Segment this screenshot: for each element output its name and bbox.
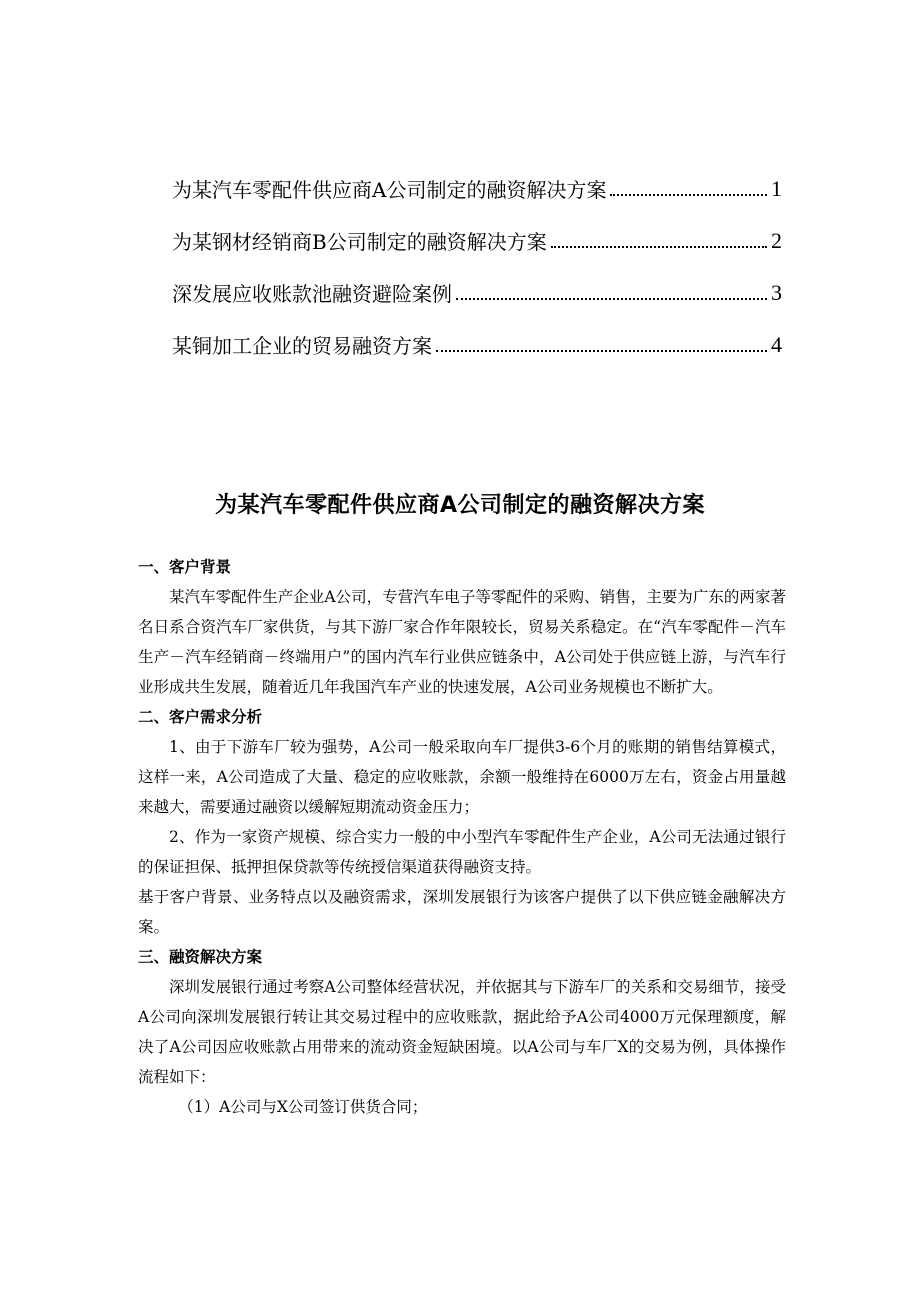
document-body [138,552,786,1122]
table-of-contents [172,150,782,358]
toc-entry-title: 某铜加工企业的贸易融资方案 [172,334,432,358]
section-financing-solution [138,942,786,1122]
toc-entry-receivables-pool[interactable] [172,254,782,306]
section-heading: 二、客户需求分析 [138,708,263,726]
toc-entry-b-company[interactable] [172,202,782,254]
toc-entry-copper-processing[interactable] [172,306,782,358]
paragraph: 1、由于下游车厂较为强势，A公司一般采取向车厂提供3-6个月的账期的销售结算模式，这样一来，A公司造成了大量、稳定的应收账款，余额一般维持在6000万左右，资金占用量越来越大，需要通过融资以缓解短期流动资金压力； [138,738,786,816]
section-heading: 一、客户背景 [138,558,232,576]
toc-entry-page-number: 3 [771,279,782,305]
toc-dot-leader [610,194,767,196]
section-heading: 三、融资解决方案 [138,948,263,966]
toc-entry-title: 为某汽车零配件供应商A公司制定的融资解决方案 [172,178,607,202]
toc-dot-leader [456,298,767,300]
toc-dot-leader [436,350,767,352]
toc-entry-page-number: 2 [771,227,782,253]
toc-entry-title: 为某钢材经销商B公司制定的融资解决方案 [172,230,547,254]
paragraph: 深圳发展银行通过考察A公司整体经营状况，并依据其与下游车厂的关系和交易细节，接受A公司向深圳发展银行转让其交易过程中的应收账款，据此给予A公司4000万元保理额度，解决了A公司因应收账款占用带来的流动资金短缺困境。以A公司与车厂X的交易为例，具体操作流程如下： [138,978,786,1086]
paragraph: 某汽车零配件生产企业A公司，专营汽车电子等零配件的采购、销售，主要为广东的两家著名日系合资汽车厂家供货，与其下游厂家合作年限较长，贸易关系稳定。在“汽车零配件－汽车生产－汽车经销商－终端用户”的国内汽车行业供应链条中，A公司处于供应链上游，与汽车行业形成共生发展，随着近几年我国汽车产业的快速发展，A公司业务规模也不断扩大。 [138,588,786,696]
toc-entry-page-number: 1 [771,175,782,201]
document-title: 为某汽车零配件供应商A公司制定的融资解决方案 [214,493,706,518]
toc-entry-a-company[interactable] [172,150,782,202]
section-customer-needs [138,702,786,942]
section-customer-background [138,552,786,702]
toc-entry-page-number: 4 [771,331,782,357]
toc-entry-title: 深发展应收账款池融资避险案例 [172,282,452,306]
toc-dot-leader [551,246,767,248]
paragraph: 2、作为一家资产规模、综合实力一般的中小型汽车零配件生产企业，A公司无法通过银行的保证担保、抵押担保贷款等传统授信渠道获得融资支持。 [138,828,786,876]
list-item: （1）A公司与X公司签订供货合同； [178,1098,428,1116]
paragraph: 基于客户背景、业务特点以及融资需求，深圳发展银行为该客户提供了以下供应链金融解决方案。 [138,888,786,936]
